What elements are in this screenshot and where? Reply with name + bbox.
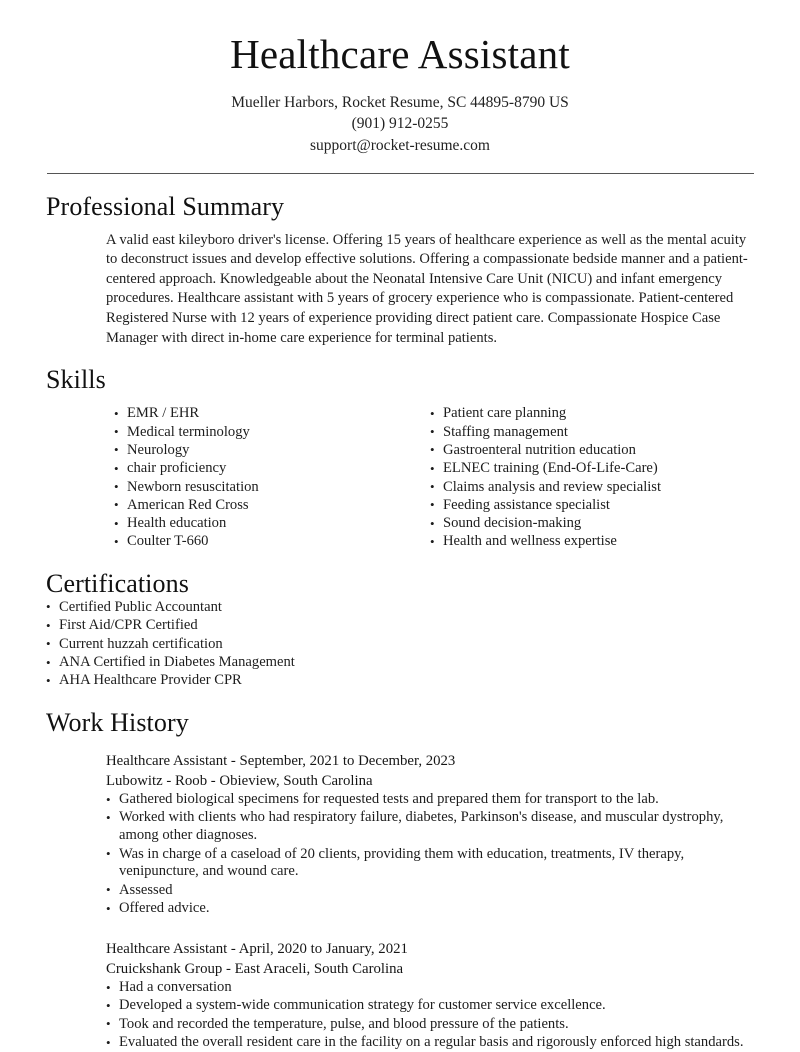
skills-column-right <box>430 405 754 551</box>
list-item: • Coulter T-660 <box>114 533 430 551</box>
list-item: • Medical terminology <box>114 424 430 442</box>
list-item: • Claims analysis and review specialist <box>430 479 754 497</box>
list-item: • Sound decision-making <box>430 515 754 533</box>
contact-address: Mueller Harbors, Rocket Resume, SC 44895-8790 US <box>231 93 569 111</box>
certifications-list <box>46 599 754 690</box>
job-role-and-dates: Healthcare Assistant - April, 2020 to January, 2021 <box>106 941 408 957</box>
contact-block <box>0 92 800 157</box>
skills-list-left <box>114 405 430 551</box>
job-company-and-location: Lubowitz - Roob - Obieview, South Carolina <box>106 772 373 789</box>
skills-columns <box>46 405 754 551</box>
section-heading-professional-summary: Professional Summary <box>46 192 285 222</box>
list-item: • Gathered biological specimens for requested tests and prepared them for transport to the lab. <box>106 791 754 809</box>
job-bullets-list <box>106 791 754 918</box>
list-item: • Patient care planning <box>430 405 754 423</box>
list-item: • Offered advice. <box>106 900 754 918</box>
list-item: • Worked with clients who had respiratory failure, diabetes, Parkinson's disease, and muscular dystrophy, among other diagnoses. <box>106 809 754 845</box>
list-item: • Certified Public Accountant <box>46 599 754 617</box>
list-item: • Health and wellness expertise <box>430 533 754 551</box>
list-item: • chair proficiency <box>114 460 430 478</box>
list-item: • Gastroenteral nutrition education <box>430 442 754 460</box>
section-heading-work-history: Work History <box>46 707 189 737</box>
contact-phone: (901) 912-0255 <box>351 115 449 133</box>
section-heading-certifications: Certifications <box>46 568 189 598</box>
list-item: • Health education <box>114 515 430 533</box>
work-history-entry <box>106 940 754 1052</box>
job-role-and-dates: Healthcare Assistant - September, 2021 to December, 2023 <box>106 753 456 770</box>
list-item: • Feeding assistance specialist <box>430 497 754 515</box>
list-item: • EMR / EHR <box>114 405 430 423</box>
professional-summary-text: A valid east kileyboro driver's license. Offering 15 years of healthcare experience as well as the mental acuity to deconstruct issues and develop effective solutions. Offering a compassionate bedside manner and a patient-centered approach. Knowledgeable about the Neonatal Intensive Care Unit (NICU) and infant emergency procedures. Healthcare assistant with 5 years of grocery experience who is compassionate. Patient-centered Registered Nurse with 12 years of experience providing direct patient care. Compassionate Hospice Case Manager with direct in-home care experience for terminal patients. <box>106 231 748 346</box>
list-item: • Developed a system-wide communication strategy for customer service excellence. <box>106 997 754 1015</box>
job-company-and-location: Cruickshank Group - East Araceli, South Carolina <box>106 960 404 977</box>
list-item: • Newborn resuscitation <box>114 479 430 497</box>
list-item: • ELNEC training (End-Of-Life-Care) <box>430 460 754 478</box>
list-item: • Staffing management <box>430 424 754 442</box>
list-item: • First Aid/CPR Certified <box>46 617 754 635</box>
list-item: • ANA Certified in Diabetes Management <box>46 654 754 672</box>
resume-header <box>0 0 800 156</box>
list-item: • Was in charge of a caseload of 20 clients, providing them with education, treatments, IV therapy, venipuncture, and wound care. <box>106 846 754 882</box>
section-work-history <box>0 691 800 1052</box>
page-title: Healthcare Assistant <box>230 31 570 77</box>
work-history-entry <box>106 752 754 918</box>
skills-list-right <box>430 405 754 551</box>
list-item: • American Red Cross <box>114 497 430 515</box>
list-item: • Took and recorded the temperature, pulse, and blood pressure of the patients. <box>106 1016 754 1034</box>
list-item: • Evaluated the overall resident care in the facility on a regular basis and rigorously enforced high standards. <box>106 1034 754 1052</box>
list-item: • Neurology <box>114 442 430 460</box>
skills-column-left <box>114 405 430 551</box>
list-item: • AHA Healthcare Provider CPR <box>46 672 754 690</box>
list-item: • Assessed <box>106 882 754 900</box>
section-professional-summary <box>0 174 800 348</box>
contact-email: support@rocket-resume.com <box>310 136 490 154</box>
list-item: • Current huzzah certification <box>46 636 754 654</box>
section-certifications <box>0 552 800 691</box>
section-heading-skills: Skills <box>46 365 106 395</box>
job-bullets-list <box>106 979 754 1052</box>
list-item: • Had a conversation <box>106 979 754 997</box>
section-skills <box>0 348 800 552</box>
